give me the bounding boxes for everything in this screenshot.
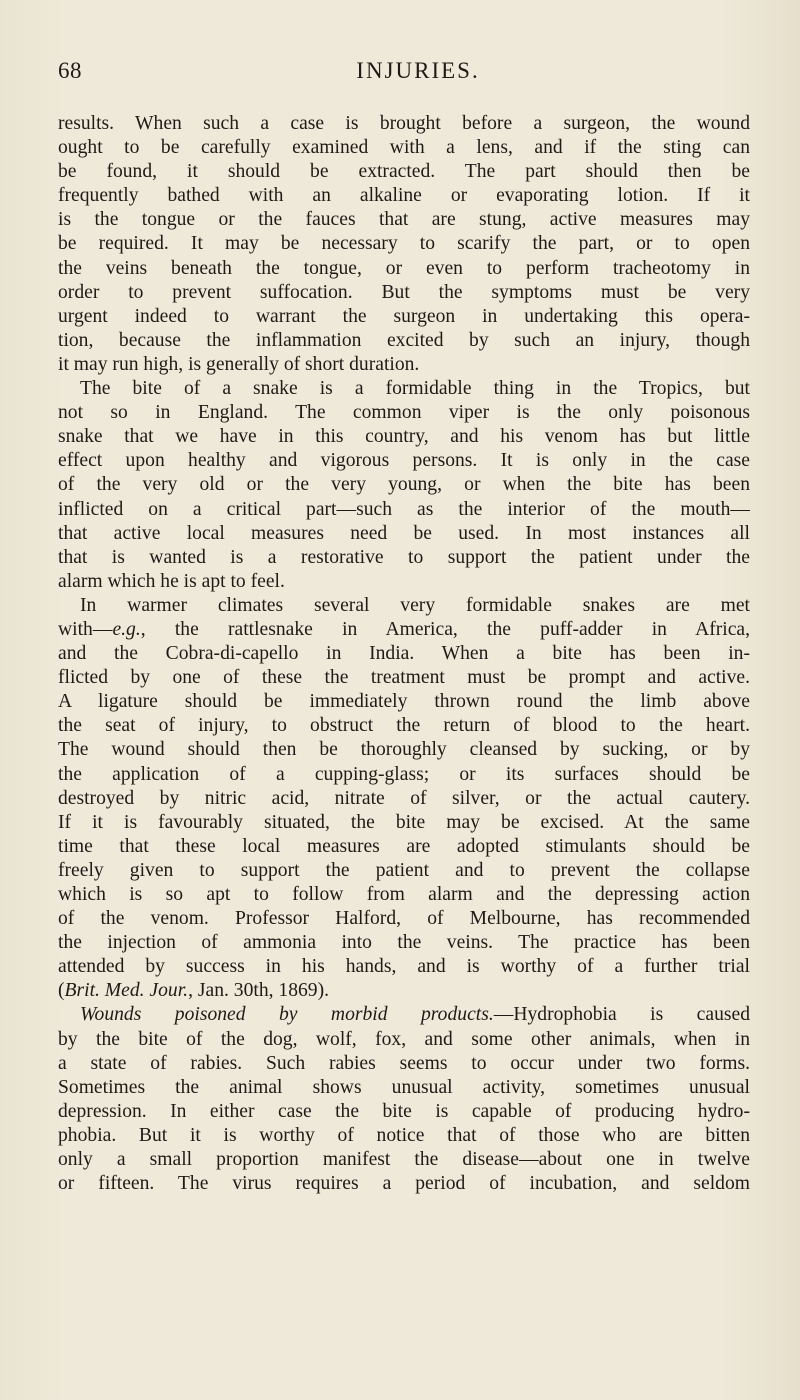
text-line: ought to be carefully examined with a lens, and if the sting can [58, 137, 750, 159]
text-line: If it is favourably situated, the bite may be excised. At the same [58, 811, 750, 833]
text-line: phobia. But it is worthy of notice that of those who are bitten [58, 1124, 750, 1146]
text-line: of the venom. Professor Halford, of Melbourne, has recommended [58, 908, 750, 930]
running-title: INJURIES. [356, 58, 480, 83]
text-line: that active local measures need be used. In most instances all [58, 522, 750, 544]
text-line: not so in England. The common viper is the only poisonous [58, 402, 750, 424]
text-line: it may run high, is generally of short duration. [58, 353, 420, 375]
text-run: ( [58, 980, 65, 1002]
text-line: that is wanted is a restorative to support the patient under the [58, 546, 750, 568]
text-line: be required. It may be necessary to scarify the part, or to open [58, 233, 750, 255]
section-heading: Wounds poisoned by morbid products. [80, 1004, 494, 1026]
text-line: be found, it should be extracted. The part should then be [58, 161, 750, 183]
text-line: tion, because the inflammation excited by such an injury, though [58, 329, 750, 351]
text-line [58, 979, 750, 1003]
italic-abbreviation: e.g. [112, 618, 141, 640]
italic-citation: Brit. Med. Jour. [64, 980, 189, 1002]
text-line: order to prevent suffocation. But the symptoms must be very [58, 281, 750, 303]
text-run: , the rattlesnake in America, the puff-adder in Africa, [140, 618, 750, 640]
text-line: frequently bathed with an alkaline or evaporating lotion. If it [58, 185, 750, 207]
text-line: results. When such a case is brought before a surgeon, the wound [58, 113, 750, 134]
text-line: destroyed by nitric acid, nitrate of silver, or the actual cautery. [58, 787, 750, 809]
text-line: inflicted on a critical part—such as the interior of the mouth— [58, 498, 750, 520]
text-line: the seat of injury, to obstruct the return of blood to the heart. [58, 715, 750, 737]
text-line: a state of rabies. Such rabies seems to occur under two forms. [58, 1052, 750, 1074]
text-line: Sometimes the animal shows unusual activity, sometimes unusual [58, 1076, 750, 1098]
text-line: or fifteen. The virus requires a period of incubation, and seldom [58, 1173, 750, 1195]
text-line: which is so apt to follow from alarm and the depressing action [58, 884, 750, 905]
text-line: A ligature should be immediately thrown round the limb above [58, 691, 750, 713]
text-line: the injection of ammonia into the veins. The practice has been [58, 932, 750, 954]
text-line [58, 618, 750, 642]
text-line: effect upon healthy and vigorous persons. It is only in the case [58, 450, 750, 472]
text-run: with— [58, 618, 113, 640]
text-line: and the Cobra-di-capello in India. When a bite has been in- [58, 643, 750, 665]
page-header [58, 58, 748, 94]
text-line: time that these local measures are adopted stimulants should be [58, 835, 750, 857]
text-line: The bite of a snake is a formidable thing in the Tropics, but [80, 378, 750, 400]
text-line: attended by success in his hands, and is worthy of a further trial [58, 956, 750, 978]
text-line: depression. In either case the bite is capable of producing hydro- [58, 1100, 750, 1122]
text-line: by the bite of the dog, wolf, fox, and some other animals, when in [58, 1028, 750, 1050]
page-number: 68 [58, 58, 82, 83]
text-line: urgent indeed to warrant the surgeon in undertaking this opera- [58, 305, 750, 327]
text-line: snake that we have in this country, and his venom has but little [58, 426, 750, 448]
text-run: , Jan. 30th, 1869). [188, 980, 330, 1002]
text-line: of the very old or the very young, or when the bite has been [58, 474, 750, 496]
text-line: flicted by one of these the treatment must be prompt and active. [58, 667, 750, 689]
text-line: alarm which he is apt to feel. [58, 570, 285, 592]
text-run: —Hydrophobia is caused [493, 1004, 750, 1026]
text-line: In warmer climates several very formidable snakes are met [80, 594, 750, 616]
text-line: is the tongue or the fauces that are stung, active measures may [58, 209, 750, 231]
text-line: only a small proportion manifest the disease—about one in twelve [58, 1149, 750, 1171]
text-line: The wound should then be thoroughly cleansed by sucking, or by [58, 739, 750, 761]
text-line: the application of a cupping-glass; or its surfaces should be [58, 763, 750, 785]
text-line [58, 1003, 750, 1027]
text-line: the veins beneath the tongue, or even to perform tracheotomy in [58, 257, 750, 279]
body-text [58, 112, 750, 1196]
text-line: freely given to support the patient and to prevent the collapse [58, 859, 750, 881]
